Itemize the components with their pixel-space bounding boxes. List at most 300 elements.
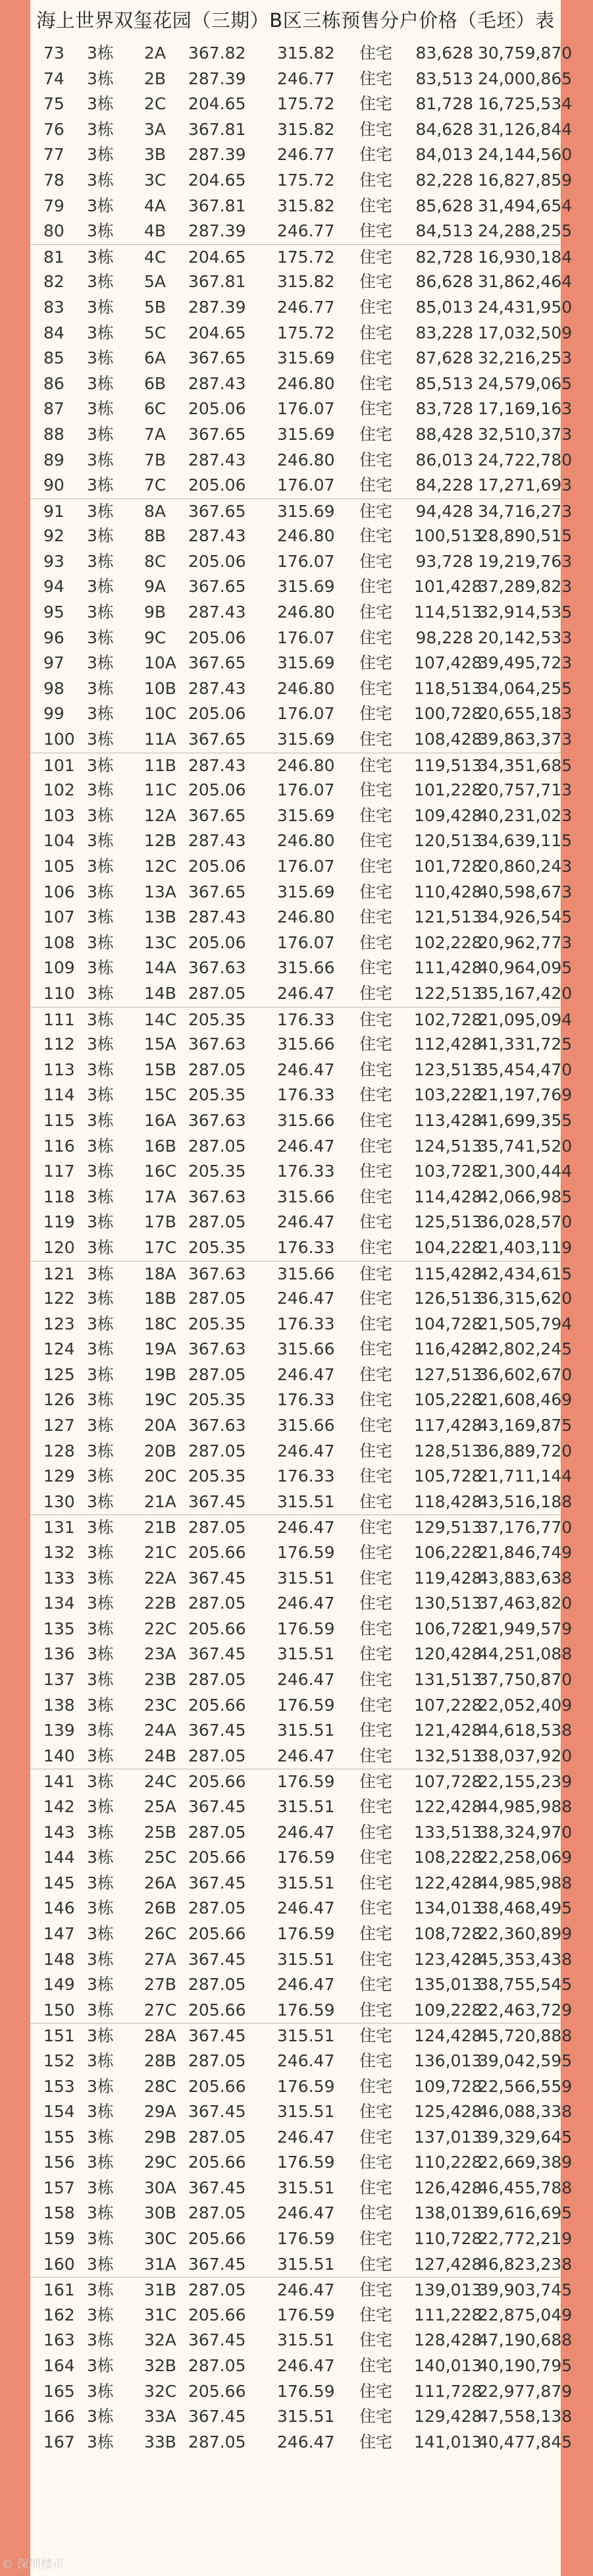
total-price-cell: 24,000,865 bbox=[478, 68, 573, 88]
unit-price-cell: 104,228 bbox=[414, 1237, 482, 1257]
row-number-cell: 143 bbox=[43, 1822, 75, 1842]
inner-area-cell: 176.59 bbox=[277, 1619, 335, 1638]
unit-number-cell: 30A bbox=[144, 2178, 176, 2197]
row-number-cell: 138 bbox=[43, 1695, 75, 1715]
row-number-cell: 81 bbox=[43, 247, 64, 267]
unit-price-cell: 105,228 bbox=[414, 1390, 482, 1410]
unit-price-cell: 83,513 bbox=[415, 68, 473, 88]
total-price-cell: 21,711,144 bbox=[478, 1466, 573, 1486]
total-price-cell: 34,926,545 bbox=[478, 907, 573, 927]
building-cell: 3栋 bbox=[87, 1289, 114, 1308]
total-price-cell: 24,431,950 bbox=[478, 297, 573, 317]
building-cell: 3栋 bbox=[87, 1975, 114, 1995]
table-row bbox=[30, 930, 573, 956]
row-number-cell: 158 bbox=[43, 2203, 75, 2223]
row-number-cell: 89 bbox=[43, 450, 64, 470]
building-cell: 3栋 bbox=[87, 1314, 114, 1333]
row-number-cell: 125 bbox=[43, 1364, 75, 1384]
table-row bbox=[30, 549, 573, 575]
total-price-cell: 20,142,533 bbox=[478, 628, 573, 647]
total-price-cell: 35,167,420 bbox=[478, 983, 573, 1003]
unit-number-cell: 33A bbox=[144, 2407, 176, 2427]
row-number-cell: 100 bbox=[43, 730, 75, 749]
total-price-cell: 24,288,255 bbox=[478, 221, 573, 241]
unit-number-cell: 27A bbox=[144, 1949, 176, 1969]
building-cell: 3栋 bbox=[87, 1594, 114, 1613]
unit-number-cell: 26C bbox=[144, 1923, 177, 1943]
table-row bbox=[30, 1972, 573, 1998]
inner-area-cell: 175.72 bbox=[277, 323, 335, 342]
total-price-cell: 46,455,788 bbox=[478, 2178, 573, 2197]
building-cell: 3栋 bbox=[87, 221, 114, 241]
usage-cell: 住宅 bbox=[359, 348, 393, 368]
unit-number-cell: 9B bbox=[144, 603, 167, 622]
usage-cell: 住宅 bbox=[359, 399, 393, 419]
row-number-cell: 92 bbox=[43, 526, 64, 546]
floor-area-cell: 287.05 bbox=[188, 1670, 246, 1689]
unit-number-cell: 28A bbox=[144, 2026, 176, 2046]
unit-number-cell: 2B bbox=[144, 68, 167, 88]
usage-cell: 住宅 bbox=[359, 1746, 393, 1765]
unit-number-cell: 13A bbox=[144, 882, 176, 901]
usage-cell: 住宅 bbox=[359, 1390, 393, 1410]
building-cell: 3栋 bbox=[87, 424, 114, 444]
total-price-cell: 41,331,725 bbox=[478, 1034, 573, 1054]
floor-area-cell: 367.65 bbox=[188, 424, 246, 444]
row-number-cell: 136 bbox=[43, 1644, 75, 1664]
floor-area-cell: 287.43 bbox=[188, 526, 246, 546]
row-number-cell: 122 bbox=[43, 1289, 75, 1308]
floor-area-cell: 287.05 bbox=[188, 1364, 246, 1384]
table-row bbox=[30, 753, 573, 778]
unit-number-cell: 28C bbox=[144, 2076, 177, 2096]
table-row bbox=[30, 803, 573, 829]
unit-price-cell: 117,428 bbox=[414, 1416, 482, 1436]
row-number-cell: 145 bbox=[43, 1873, 75, 1892]
unit-price-cell: 122,428 bbox=[414, 1873, 482, 1892]
floor-area-cell: 367.45 bbox=[188, 2254, 246, 2274]
building-cell: 3栋 bbox=[87, 1060, 114, 1079]
total-price-cell: 40,598,673 bbox=[478, 882, 573, 901]
table-row bbox=[30, 2150, 573, 2176]
usage-cell: 住宅 bbox=[359, 119, 393, 139]
usage-cell: 住宅 bbox=[359, 1289, 393, 1308]
floor-area-cell: 205.66 bbox=[188, 2229, 246, 2249]
unit-number-cell: 29B bbox=[144, 2127, 176, 2147]
row-number-cell: 80 bbox=[43, 221, 64, 241]
table-row bbox=[30, 1286, 573, 1312]
floor-area-cell: 204.65 bbox=[188, 247, 246, 267]
usage-cell: 住宅 bbox=[359, 43, 393, 63]
usage-cell: 住宅 bbox=[359, 450, 393, 470]
inner-area-cell: 315.51 bbox=[277, 2102, 335, 2122]
building-cell: 3栋 bbox=[87, 805, 114, 825]
row-number-cell: 142 bbox=[43, 1796, 75, 1816]
building-cell: 3栋 bbox=[87, 1110, 114, 1130]
building-cell: 3栋 bbox=[87, 2330, 114, 2350]
row-number-cell: 119 bbox=[43, 1212, 75, 1232]
unit-number-cell: 31C bbox=[144, 2305, 177, 2324]
row-number-cell: 124 bbox=[43, 1339, 75, 1359]
floor-area-cell: 287.05 bbox=[188, 1746, 246, 1765]
floor-area-cell: 287.05 bbox=[188, 1441, 246, 1461]
usage-cell: 住宅 bbox=[359, 68, 393, 88]
inner-area-cell: 246.47 bbox=[277, 1670, 335, 1689]
total-price-cell: 41,699,355 bbox=[478, 1110, 573, 1130]
row-number-cell: 112 bbox=[43, 1034, 75, 1054]
building-cell: 3栋 bbox=[87, 2229, 114, 2249]
total-price-cell: 36,315,620 bbox=[478, 1289, 573, 1308]
unit-number-cell: 27C bbox=[144, 2000, 177, 2020]
floor-area-cell: 205.35 bbox=[188, 1314, 246, 1333]
total-price-cell: 40,231,023 bbox=[478, 805, 573, 825]
inner-area-cell: 176.07 bbox=[277, 551, 335, 571]
floor-area-cell: 367.65 bbox=[188, 653, 246, 673]
inner-area-cell: 315.66 bbox=[277, 1339, 335, 1359]
table-row bbox=[30, 600, 573, 626]
inner-area-cell: 315.69 bbox=[277, 653, 335, 673]
inner-area-cell: 246.47 bbox=[277, 1136, 335, 1156]
building-cell: 3栋 bbox=[87, 2051, 114, 2070]
row-number-cell: 84 bbox=[43, 323, 64, 342]
unit-price-cell: 135,013 bbox=[414, 1975, 482, 1995]
unit-number-cell: 10C bbox=[144, 704, 177, 724]
table-row bbox=[30, 1032, 573, 1058]
row-number-cell: 116 bbox=[43, 1136, 75, 1156]
table-row bbox=[30, 2353, 573, 2379]
total-price-cell: 21,095,094 bbox=[478, 1009, 573, 1029]
total-price-cell: 34,716,273 bbox=[478, 501, 573, 521]
floor-area-cell: 287.05 bbox=[188, 1975, 246, 1995]
table-row bbox=[30, 1159, 573, 1185]
usage-cell: 住宅 bbox=[359, 1949, 393, 1969]
total-price-cell: 34,639,115 bbox=[478, 831, 573, 851]
floor-area-cell: 287.05 bbox=[188, 1212, 246, 1232]
inner-area-cell: 315.51 bbox=[277, 1568, 335, 1588]
building-cell: 3栋 bbox=[87, 653, 114, 673]
usage-cell: 住宅 bbox=[359, 2356, 393, 2376]
floor-area-cell: 367.65 bbox=[188, 730, 246, 749]
table-row bbox=[30, 396, 573, 422]
floor-area-cell: 287.05 bbox=[188, 2280, 246, 2300]
total-price-cell: 22,155,239 bbox=[478, 1772, 573, 1792]
row-number-cell: 135 bbox=[43, 1619, 75, 1638]
unit-number-cell: 25A bbox=[144, 1796, 176, 1816]
building-cell: 3栋 bbox=[87, 1848, 114, 1867]
building-cell: 3栋 bbox=[87, 1466, 114, 1486]
table-row bbox=[30, 2201, 573, 2226]
building-cell: 3栋 bbox=[87, 831, 114, 851]
floor-area-cell: 205.06 bbox=[188, 628, 246, 647]
floor-area-cell: 367.65 bbox=[188, 577, 246, 597]
building-cell: 3栋 bbox=[87, 297, 114, 317]
unit-price-cell: 108,228 bbox=[414, 1848, 482, 1867]
floor-area-cell: 287.05 bbox=[188, 2432, 246, 2452]
row-number-cell: 103 bbox=[43, 805, 75, 825]
unit-price-cell: 83,628 bbox=[415, 43, 473, 63]
unit-price-cell: 107,428 bbox=[414, 653, 482, 673]
usage-cell: 住宅 bbox=[359, 730, 393, 749]
row-number-cell: 85 bbox=[43, 348, 64, 368]
inner-area-cell: 246.77 bbox=[277, 297, 335, 317]
inner-area-cell: 246.77 bbox=[277, 68, 335, 88]
floor-area-cell: 287.05 bbox=[188, 1136, 246, 1156]
total-price-cell: 20,962,773 bbox=[478, 932, 573, 952]
inner-area-cell: 176.59 bbox=[277, 2000, 335, 2020]
unit-number-cell: 26A bbox=[144, 1873, 176, 1892]
inner-area-cell: 315.66 bbox=[277, 1034, 335, 1054]
building-cell: 3栋 bbox=[87, 247, 114, 267]
building-cell: 3栋 bbox=[87, 551, 114, 571]
total-price-cell: 17,169,163 bbox=[478, 399, 573, 419]
usage-cell: 住宅 bbox=[359, 1314, 393, 1333]
floor-area-cell: 287.05 bbox=[188, 983, 246, 1003]
usage-cell: 住宅 bbox=[359, 1085, 393, 1105]
inner-area-cell: 176.33 bbox=[277, 1085, 335, 1105]
total-price-cell: 38,755,545 bbox=[478, 1975, 573, 1995]
inner-area-cell: 315.51 bbox=[277, 2407, 335, 2427]
row-number-cell: 83 bbox=[43, 297, 64, 317]
floor-area-cell: 204.65 bbox=[188, 323, 246, 342]
inner-area-cell: 176.59 bbox=[277, 2305, 335, 2324]
inner-area-cell: 176.33 bbox=[277, 1162, 335, 1181]
building-cell: 3栋 bbox=[87, 399, 114, 419]
inner-area-cell: 246.47 bbox=[277, 1212, 335, 1232]
unit-price-cell: 139,013 bbox=[414, 2280, 482, 2300]
row-number-cell: 73 bbox=[43, 43, 64, 63]
unit-number-cell: 28B bbox=[144, 2051, 176, 2070]
inner-area-cell: 246.80 bbox=[277, 907, 335, 927]
inner-area-cell: 246.80 bbox=[277, 526, 335, 546]
inner-area-cell: 176.59 bbox=[277, 1543, 335, 1563]
usage-cell: 住宅 bbox=[359, 755, 393, 775]
inner-area-cell: 175.72 bbox=[277, 170, 335, 190]
unit-number-cell: 19C bbox=[144, 1390, 177, 1410]
building-cell: 3栋 bbox=[87, 1695, 114, 1715]
building-cell: 3栋 bbox=[87, 1085, 114, 1105]
floor-area-cell: 367.65 bbox=[188, 882, 246, 901]
unit-price-cell: 125,428 bbox=[414, 2102, 482, 2122]
unit-price-cell: 112,428 bbox=[414, 1034, 482, 1054]
usage-cell: 住宅 bbox=[359, 805, 393, 825]
inner-area-cell: 176.33 bbox=[277, 1466, 335, 1486]
table-row bbox=[30, 321, 573, 346]
unit-number-cell: 4C bbox=[144, 247, 167, 267]
inner-area-cell: 176.33 bbox=[277, 1314, 335, 1333]
table-row bbox=[30, 2430, 573, 2455]
building-cell: 3栋 bbox=[87, 1416, 114, 1436]
total-price-cell: 22,463,729 bbox=[478, 2000, 573, 2020]
building-cell: 3栋 bbox=[87, 1212, 114, 1232]
row-number-cell: 106 bbox=[43, 882, 75, 901]
row-number-cell: 144 bbox=[43, 1848, 75, 1867]
row-number-cell: 129 bbox=[43, 1466, 75, 1486]
building-cell: 3栋 bbox=[87, 2178, 114, 2197]
total-price-cell: 21,197,769 bbox=[478, 1085, 573, 1105]
usage-cell: 住宅 bbox=[359, 1237, 393, 1257]
unit-number-cell: 6B bbox=[144, 373, 167, 393]
usage-cell: 住宅 bbox=[359, 1339, 393, 1359]
total-price-cell: 44,618,538 bbox=[478, 1721, 573, 1740]
building-cell: 3栋 bbox=[87, 2381, 114, 2401]
unit-price-cell: 102,228 bbox=[414, 932, 482, 952]
total-price-cell: 46,823,238 bbox=[478, 2254, 573, 2274]
row-number-cell: 153 bbox=[43, 2076, 75, 2096]
floor-area-cell: 367.45 bbox=[188, 2178, 246, 2197]
inner-area-cell: 315.66 bbox=[277, 1110, 335, 1130]
usage-cell: 住宅 bbox=[359, 170, 393, 190]
table-row bbox=[30, 1871, 573, 1896]
unit-price-cell: 109,428 bbox=[414, 805, 482, 825]
floor-area-cell: 287.43 bbox=[188, 450, 246, 470]
table-row bbox=[30, 1667, 573, 1693]
building-cell: 3栋 bbox=[87, 94, 114, 114]
inner-area-cell: 246.47 bbox=[277, 1822, 335, 1842]
inner-area-cell: 176.59 bbox=[277, 1695, 335, 1715]
building-cell: 3栋 bbox=[87, 119, 114, 139]
total-price-cell: 20,655,183 bbox=[478, 704, 573, 724]
row-number-cell: 118 bbox=[43, 1187, 75, 1206]
unit-number-cell: 16B bbox=[144, 1136, 176, 1156]
floor-area-cell: 287.43 bbox=[188, 755, 246, 775]
building-cell: 3栋 bbox=[87, 1772, 114, 1792]
row-number-cell: 113 bbox=[43, 1060, 75, 1079]
inner-area-cell: 176.07 bbox=[277, 399, 335, 419]
unit-price-cell: 105,728 bbox=[414, 1466, 482, 1486]
total-price-cell: 21,403,119 bbox=[478, 1237, 573, 1257]
usage-cell: 住宅 bbox=[359, 272, 393, 292]
total-price-cell: 37,176,770 bbox=[478, 1518, 573, 1538]
usage-cell: 住宅 bbox=[359, 2381, 393, 2401]
inner-area-cell: 315.69 bbox=[277, 882, 335, 901]
usage-cell: 住宅 bbox=[359, 2229, 393, 2249]
table-row bbox=[30, 778, 573, 803]
floor-area-cell: 367.45 bbox=[188, 1491, 246, 1511]
row-number-cell: 115 bbox=[43, 1110, 75, 1130]
inner-area-cell: 315.51 bbox=[277, 2330, 335, 2350]
unit-price-cell: 84,513 bbox=[415, 221, 473, 241]
unit-number-cell: 27B bbox=[144, 1975, 176, 1995]
usage-cell: 住宅 bbox=[359, 1898, 393, 1918]
unit-price-cell: 118,428 bbox=[414, 1491, 482, 1511]
row-number-cell: 77 bbox=[43, 145, 64, 165]
unit-number-cell: 15B bbox=[144, 1060, 176, 1079]
total-price-cell: 42,434,615 bbox=[478, 1264, 573, 1283]
total-price-cell: 16,725,534 bbox=[478, 94, 573, 114]
table-row bbox=[30, 1566, 573, 1592]
total-price-cell: 24,579,065 bbox=[478, 373, 573, 393]
unit-price-cell: 124,428 bbox=[414, 2026, 482, 2046]
unit-number-cell: 4B bbox=[144, 221, 167, 241]
floor-area-cell: 205.35 bbox=[188, 1390, 246, 1410]
total-price-cell: 37,750,870 bbox=[478, 1670, 573, 1689]
building-cell: 3栋 bbox=[87, 1491, 114, 1511]
usage-cell: 住宅 bbox=[359, 2203, 393, 2223]
inner-area-cell: 246.80 bbox=[277, 755, 335, 775]
building-cell: 3栋 bbox=[87, 1364, 114, 1384]
unit-number-cell: 31A bbox=[144, 2254, 176, 2274]
unit-price-cell: 102,728 bbox=[414, 1009, 482, 1029]
floor-area-cell: 367.63 bbox=[188, 1034, 246, 1054]
building-cell: 3栋 bbox=[87, 1162, 114, 1181]
row-number-cell: 155 bbox=[43, 2127, 75, 2147]
row-number-cell: 150 bbox=[43, 2000, 75, 2020]
inner-area-cell: 176.59 bbox=[277, 2381, 335, 2401]
table-row bbox=[30, 346, 573, 371]
unit-number-cell: 24B bbox=[144, 1746, 176, 1765]
unit-price-cell: 110,228 bbox=[414, 2153, 482, 2172]
inner-area-cell: 246.47 bbox=[277, 2203, 335, 2223]
unit-number-cell: 16A bbox=[144, 1110, 176, 1130]
table-row bbox=[30, 523, 573, 549]
floor-area-cell: 287.39 bbox=[188, 297, 246, 317]
building-cell: 3栋 bbox=[87, 1670, 114, 1689]
inner-area-cell: 176.07 bbox=[277, 628, 335, 647]
table-row bbox=[30, 1820, 573, 1846]
usage-cell: 住宅 bbox=[359, 603, 393, 622]
total-price-cell: 22,977,879 bbox=[478, 2381, 573, 2401]
unit-price-cell: 98,228 bbox=[415, 628, 473, 647]
unit-number-cell: 7B bbox=[144, 450, 167, 470]
floor-area-cell: 367.45 bbox=[188, 1796, 246, 1816]
total-price-cell: 20,757,713 bbox=[478, 780, 573, 800]
unit-price-cell: 121,428 bbox=[414, 1721, 482, 1740]
unit-number-cell: 20C bbox=[144, 1466, 177, 1486]
total-price-cell: 32,216,253 bbox=[478, 348, 573, 368]
unit-price-cell: 104,728 bbox=[414, 1314, 482, 1333]
table-row bbox=[30, 1413, 573, 1439]
usage-cell: 住宅 bbox=[359, 2330, 393, 2350]
usage-cell: 住宅 bbox=[359, 1923, 393, 1943]
inner-area-cell: 246.47 bbox=[277, 2356, 335, 2376]
row-number-cell: 93 bbox=[43, 551, 64, 571]
usage-cell: 住宅 bbox=[359, 780, 393, 800]
row-number-cell: 117 bbox=[43, 1162, 75, 1181]
unit-price-cell: 132,513 bbox=[414, 1746, 482, 1765]
total-price-cell: 19,219,763 bbox=[478, 551, 573, 571]
usage-cell: 住宅 bbox=[359, 1619, 393, 1638]
building-cell: 3栋 bbox=[87, 1949, 114, 1969]
building-cell: 3栋 bbox=[87, 1873, 114, 1892]
row-number-cell: 82 bbox=[43, 272, 64, 292]
floor-area-cell: 205.66 bbox=[188, 1619, 246, 1638]
unit-number-cell: 10B bbox=[144, 678, 176, 698]
building-cell: 3栋 bbox=[87, 68, 114, 88]
inner-area-cell: 315.51 bbox=[277, 1949, 335, 1969]
building-cell: 3栋 bbox=[87, 526, 114, 546]
inner-area-cell: 176.59 bbox=[277, 2076, 335, 2096]
usage-cell: 住宅 bbox=[359, 1009, 393, 1029]
unit-number-cell: 33B bbox=[144, 2432, 176, 2452]
unit-number-cell: 23C bbox=[144, 1695, 177, 1715]
unit-price-cell: 85,513 bbox=[415, 373, 473, 393]
inner-area-cell: 176.59 bbox=[277, 1923, 335, 1943]
unit-number-cell: 13C bbox=[144, 932, 177, 952]
table-row bbox=[30, 676, 573, 702]
usage-cell: 住宅 bbox=[359, 1848, 393, 1867]
table-row bbox=[30, 2074, 573, 2100]
unit-number-cell: 24A bbox=[144, 1721, 176, 1740]
inner-area-cell: 315.69 bbox=[277, 805, 335, 825]
usage-cell: 住宅 bbox=[359, 1594, 393, 1613]
total-price-cell: 42,802,245 bbox=[478, 1339, 573, 1359]
inner-area-cell: 315.51 bbox=[277, 1796, 335, 1816]
usage-cell: 住宅 bbox=[359, 831, 393, 851]
table-row bbox=[30, 117, 573, 143]
row-number-cell: 161 bbox=[43, 2280, 75, 2300]
total-price-cell: 47,190,688 bbox=[478, 2330, 573, 2350]
total-price-cell: 32,510,373 bbox=[478, 424, 573, 444]
